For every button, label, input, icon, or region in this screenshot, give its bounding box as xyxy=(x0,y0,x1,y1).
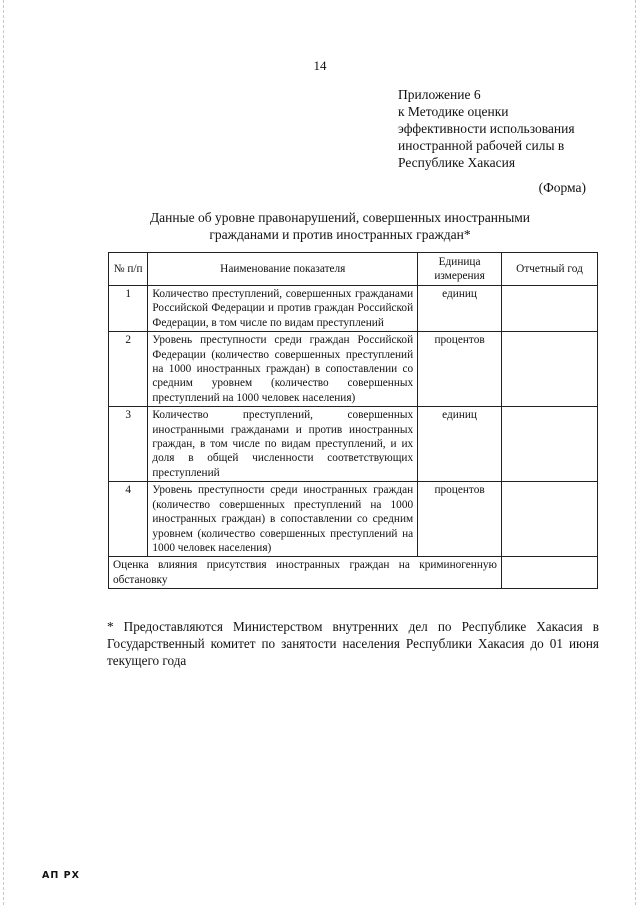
header-num: № п/п xyxy=(109,253,148,286)
appendix-line: Приложение 6 xyxy=(398,87,481,102)
appendix-line: эффективности использования xyxy=(398,121,575,136)
form-label: (Форма) xyxy=(538,180,586,195)
row-num: 3 xyxy=(109,407,148,482)
appendix-line: иностранной рабочей силы в xyxy=(398,138,565,153)
row-unit: единиц xyxy=(418,407,502,482)
assessment-label: Оценка влияния присутствия иностранных граждан на криминогенную обстановку xyxy=(109,557,502,589)
archive-stamp: АП РХ xyxy=(42,870,80,881)
row-unit: процентов xyxy=(418,482,502,557)
assessment-row xyxy=(109,557,598,589)
appendix-reference xyxy=(398,86,575,171)
header-unit: Единица измерения xyxy=(418,253,502,286)
document-title-line-2: гражданами и против иностранных граждан* xyxy=(209,227,471,242)
table-row xyxy=(109,482,598,557)
row-num: 4 xyxy=(109,482,148,557)
row-name: Количество преступлений, совершенных иностранными гражданами и против иностранных граждан, в том числе по видам преступлений, и их доля в общей численности соответствующих преступлений xyxy=(148,407,418,482)
table-row xyxy=(109,286,598,332)
header-year: Отчетный год xyxy=(501,253,597,286)
document-title xyxy=(120,209,560,243)
row-unit: процентов xyxy=(418,332,502,407)
row-name: Уровень преступности среди граждан Российской Федерации (количество совершенных преступлений на 1000 иностранных граждан) в сопоставлении со средним уровнем (количество совершенных преступлений на 1000 человек населения) xyxy=(148,332,418,407)
page-number: 14 xyxy=(313,58,327,73)
row-name: Количество преступлений, совершенных гражданами Российской Федерации и против граждан Российской Федерации, в том числе по видам преступлений xyxy=(148,286,418,332)
row-year xyxy=(501,482,597,557)
table-header-row xyxy=(109,253,598,286)
scan-edge-right xyxy=(635,0,637,905)
row-name: Уровень преступности среди иностранных граждан (количество совершенных преступлений на 1000 иностранных граждан) в сопоставлении со средним уровнем (количество совершенных преступлений на 1000 человек населения) xyxy=(148,482,418,557)
row-unit: единиц xyxy=(418,286,502,332)
row-year xyxy=(501,332,597,407)
indicators-table xyxy=(108,252,598,589)
header-name: Наименование показателя xyxy=(148,253,418,286)
appendix-line: Республике Хакасия xyxy=(398,155,516,170)
assessment-value xyxy=(501,557,597,589)
table-row xyxy=(109,332,598,407)
document-title-line-1: Данные об уровне правонарушений, совершенных иностранными xyxy=(149,210,531,225)
row-year xyxy=(501,286,597,332)
footnote: * Предоставляются Министерством внутренних дел по Республике Хакасия в Государственный комитет по занятости населения Республики Хакасия до 01 июня текущего года xyxy=(107,619,599,668)
row-year xyxy=(501,407,597,482)
row-num: 2 xyxy=(109,332,148,407)
appendix-line: к Методике оценки xyxy=(398,104,509,119)
scan-edge-left xyxy=(3,0,5,905)
table-row xyxy=(109,407,598,482)
row-num: 1 xyxy=(109,286,148,332)
